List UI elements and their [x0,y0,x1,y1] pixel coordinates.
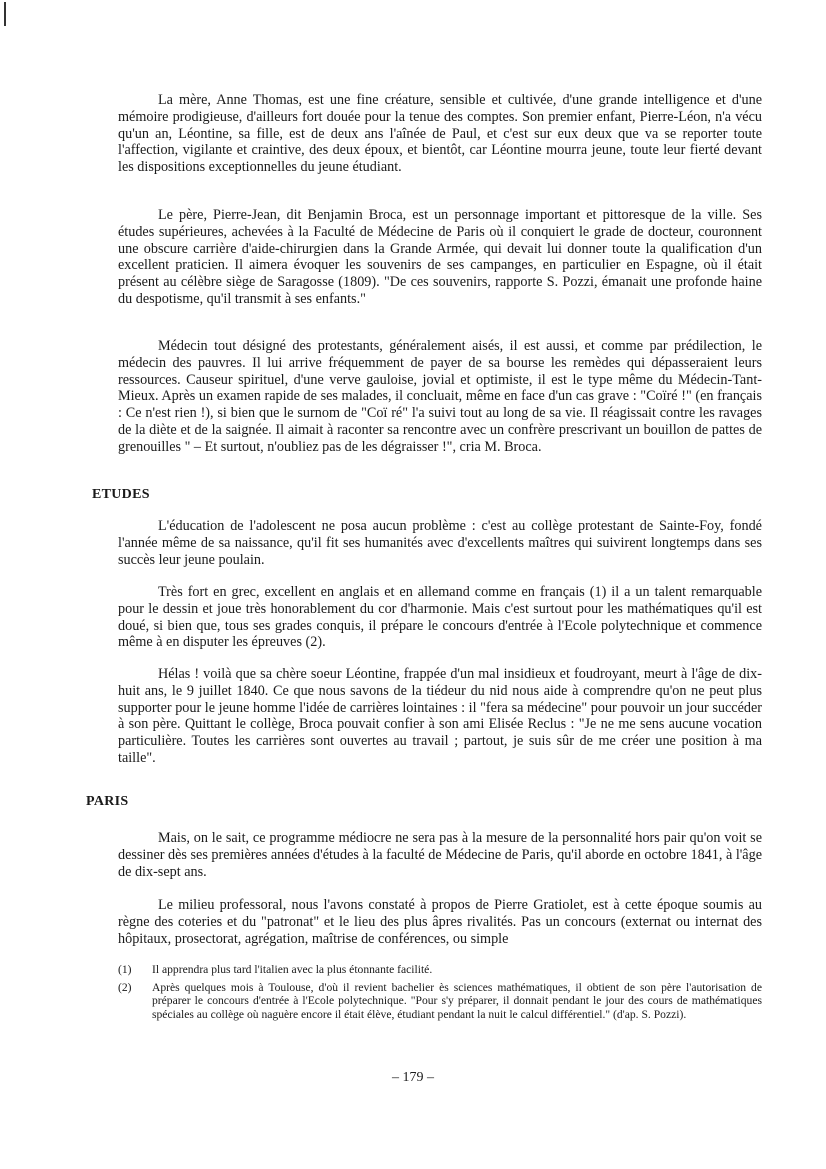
footnote-number: (2) [118,981,132,995]
footnote-2 [118,981,762,1021]
paragraph-professoral-milieu: Le milieu professoral, nous l'avons constaté à propos de Pierre Gratiolet, est à cette époque soumis au règne des coteries et du "patronat" et le lieu des plus âpres rivalités. Pas un concours (externat ou internat des hôpitaux, prosectorat, agrégation, maîtrise de conférences, ou simple [118,897,762,947]
footnotes [118,963,762,1026]
scan-edge-mark [4,2,6,26]
section-heading-paris: PARIS [86,794,129,809]
paragraph-program: Mais, on le sait, ce programme médiocre ne sera pas à la mesure de la personnalité hors pair qu'on voit se dessiner dès ses premières années d'études à la faculté de Médecine de Paris, qu'il aborde en octobre 1841, à l'âge de dix-sept ans. [118,830,762,880]
section-heading-etudes: ETUDES [92,487,150,502]
footnote-number: (1) [118,963,132,976]
paragraph-leontine-death: Hélas ! voilà que sa chère soeur Léontine, frappée d'un mal insidieux et foudroyant, meurt à l'âge de dix-huit ans, le 9 juillet 1840. Ce que nous savons de la tiédeur du nid nous aide à comprendre qu'on ne peut plus supporter pour le jeune homme l'idée de carrières lointaines : il "fera sa médecine" pour pouvoir un jour succéder à son père. Quittant le collège, Broca pouvait confier à son ami Elisée Reclus : "Je ne me sens aucune vocation particulière. Toutes les carrières sont ouvertes au travail ; partout, je suis sûr de me créer une position à ma taille". [118,666,762,766]
paragraph-education: L'éducation de l'adolescent ne posa aucun problème : c'est au collège protestant de Sainte-Foy, fondé l'année même de sa naissance, qu'il fit ses humanités avec d'excellents maîtres qui suivirent longtemps dans ses succès leur jeune poulain. [118,518,762,568]
footnote-1 [118,963,762,976]
paragraph-mother: La mère, Anne Thomas, est une fine créature, sensible et cultivée, d'une grande intelligence et d'une mémoire prodigieuse, d'ailleurs fort douée pour la tenue des comptes. Son premier enfant, Pierre-Léon, n'a vécu qu'un an, Léontine, sa fille, est de deux ans l'aînée de Paul, et c'est sur eux deux que va se reporter toute l'affection, vigilante et craintive, des deux époux, et bientôt, car Léontine mourra jeune, toute leur fierté devant les dispositions exceptionnelles du jeune étudiant. [118,92,762,176]
paragraph-father: Le père, Pierre-Jean, dit Benjamin Broca, est un personnage important et pittoresque de la ville. Ses études supérieures, achevées à la Faculté de Médecine de Paris où il conquiert le grade de docteur, couronnent une obscure carrière d'aide-chirurgien dans la Grande Armée, qui devait lui donner toute la qualification d'un excellent praticien. Il aimera évoquer les souvenirs de ses campanges, en particulier en Espagne, où il était présent au célèbre siège de Saragosse (1809). "De ces souvenirs, rapporte S. Pozzi, émanait une profonde haine du despotisme, qu'il transmit à ses enfants." [118,207,762,307]
paragraph-doctor-of-poor: Médecin tout désigné des protestants, généralement aisés, il est aussi, et comme par prédilection, le médecin des pauvres. Il lui arrive fréquemment de payer de sa bourse les remèdes qui dépasseraient leurs ressources. Causeur spirituel, d'une verve gauloise, jovial et optimiste, il est le type même du Médecin-Tant-Mieux. Après un examen rapide de ses malades, il concluait, même en face d'un cas grave : "Coïré !" (en français : Ce n'est rien !), si bien que le surnom de "Coï ré" l'a suivi tout au long de sa vie. Il réagissait contre les ravages de la diète et de la saignée. Il aimait à raconter sa rencontre avec un confrère prescrivant un bouillon de pattes de grenouilles " – Et surtout, n'oubliez pas de les dégraisser !", cria M. Broca. [118,338,762,455]
footnote-text: Après quelques mois à Toulouse, d'où il revient bachelier ès sciences mathématiques, il obtient de son père l'autorisation de préparer le concours d'entrée à l'Ecole polytechnique. "Pour s'y préparer, il donnait pendant le jour des cours de mathématiques spéciales au collège où naguère encore il était élève, étudiant pendant la nuit le calcul différentiel." (d'ap. S. Pozzi). [152,981,762,1021]
page-number: – 179 – [392,1070,434,1085]
paragraph-talents: Très fort en grec, excellent en anglais et en allemand comme en français (1) il a un talent remarquable pour le dessin et joue très honorablement du cor d'harmonie. Mais c'est surtout pour les mathématiques qu'il est doué, si bien que, tous ses grades conquis, il prépare le concours d'entrée à l'Ecole polytechnique et commence même à en disputer les épreuves (2). [118,584,762,651]
footnote-text: Il apprendra plus tard l'italien avec la plus étonnante facilité. [152,963,433,976]
